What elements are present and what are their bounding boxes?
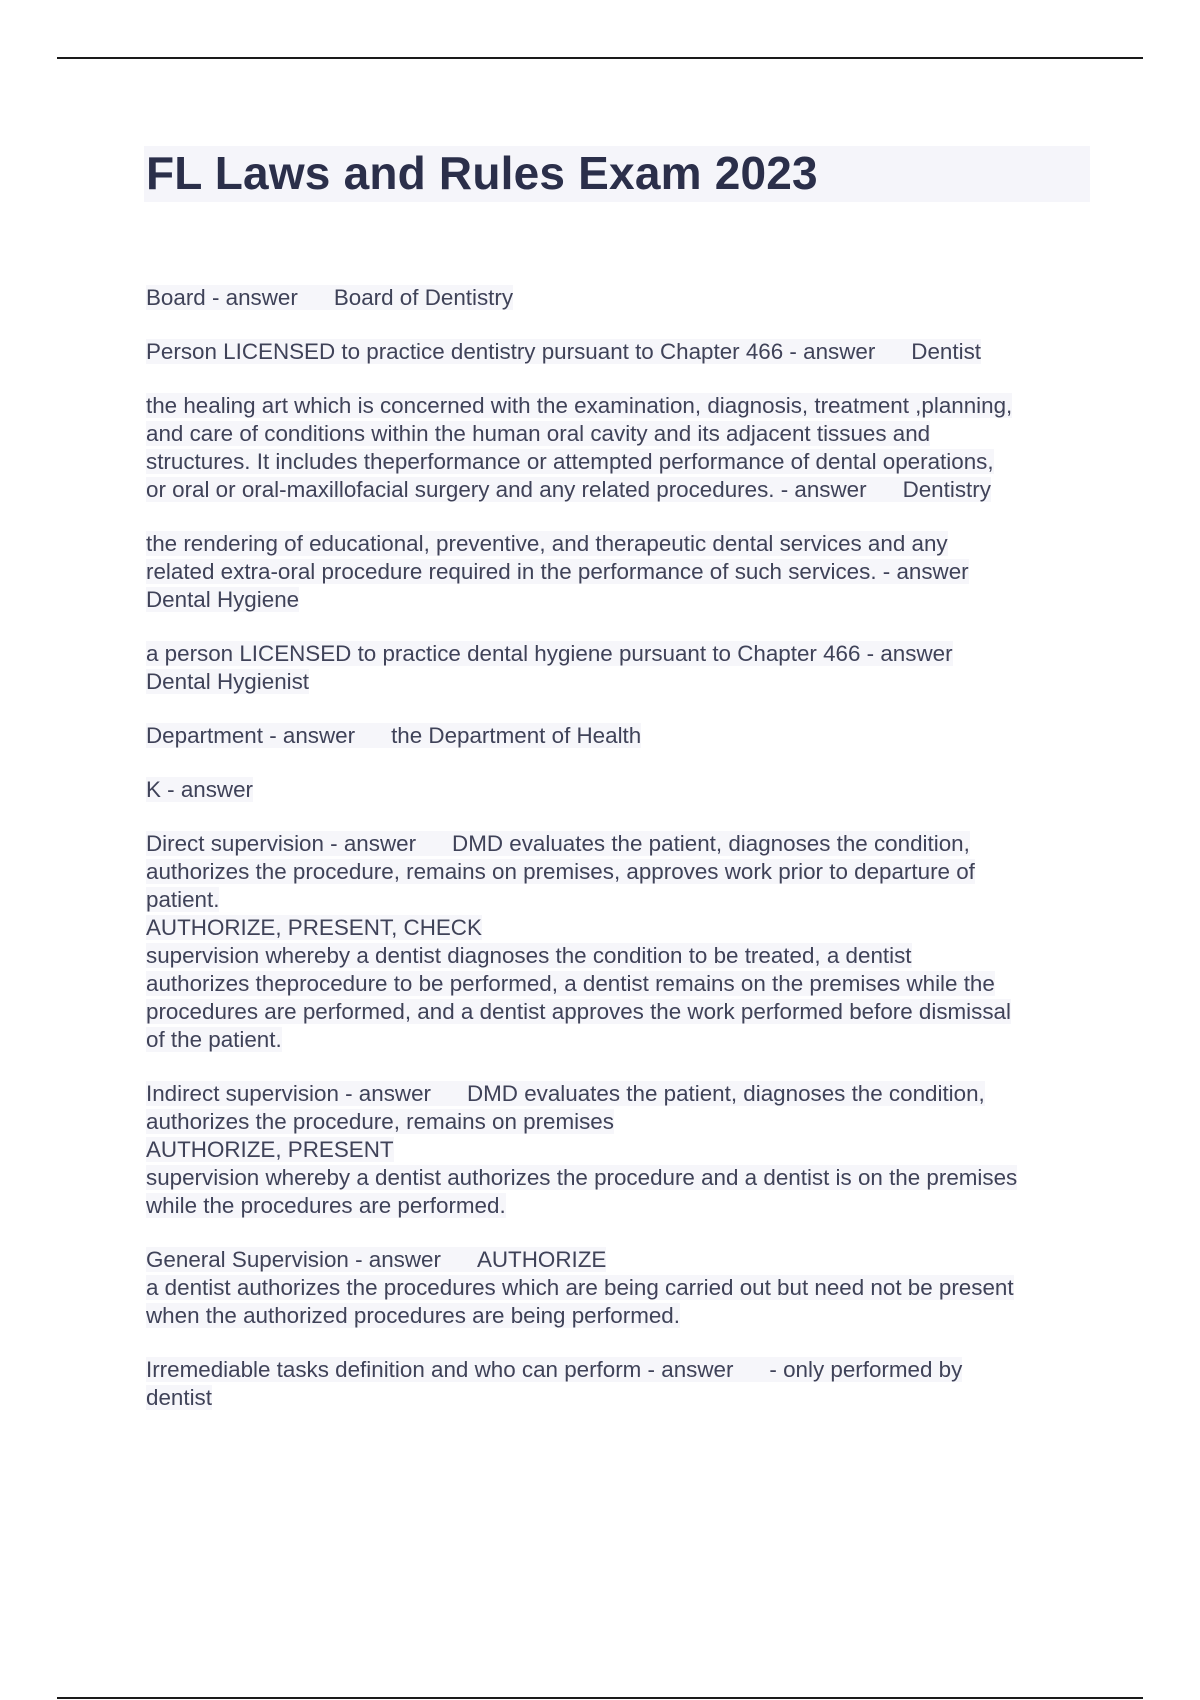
entry-line: [146, 914, 1096, 942]
flashcard-entry: [146, 392, 1096, 504]
entry-line: [146, 722, 1096, 750]
answer-text: Dentistry: [902, 477, 991, 502]
line-highlight: [146, 477, 991, 502]
line-highlight: [146, 943, 912, 968]
line-highlight: [146, 339, 981, 364]
line-highlight: [146, 1303, 680, 1328]
body-text: authorizes the procedure, remains on premises: [146, 1109, 614, 1134]
entry-line: [146, 668, 1096, 696]
entry-line: [146, 1026, 1096, 1054]
body-text: when the authorized procedures are being performed.: [146, 1303, 680, 1328]
entry-line: [146, 392, 1096, 420]
line-highlight: [146, 393, 1012, 418]
entry-line: [146, 338, 1096, 366]
line-highlight: [146, 971, 995, 996]
entry-line: [146, 1080, 1096, 1108]
line-highlight: [146, 859, 975, 884]
line-highlight: [146, 1081, 985, 1106]
body-text: of the patient.: [146, 1027, 282, 1052]
flashcard-entry: [146, 1246, 1096, 1330]
entry-line: [146, 830, 1096, 858]
entry-line: [146, 1192, 1096, 1220]
body-text: structures. It includes theperformance or attempted performance of dental operations,: [146, 449, 994, 474]
body-text: authorizes theprocedure to be performed, a dentist remains on the premises while the: [146, 971, 995, 996]
body-text: AUTHORIZE, PRESENT, CHECK: [146, 915, 482, 940]
line-highlight: [146, 449, 994, 474]
line-highlight: [146, 587, 299, 612]
entry-line: [146, 1274, 1096, 1302]
answer-text: - only performed by: [769, 1357, 963, 1382]
line-highlight: [146, 999, 1011, 1024]
body-text: patient.: [146, 887, 220, 912]
entry-line: [146, 1356, 1096, 1384]
answer-text: AUTHORIZE: [476, 1247, 607, 1272]
entry-line: [146, 1136, 1096, 1164]
entry-line: [146, 1302, 1096, 1330]
line-highlight: [146, 1193, 506, 1218]
flashcard-entry: [146, 530, 1096, 614]
body-text: Dental Hygiene: [146, 587, 300, 612]
body-text: dentist: [146, 1385, 212, 1410]
entry-line: [146, 858, 1096, 886]
entry-line: [146, 640, 1096, 668]
entry-line: [146, 1246, 1096, 1274]
entry-line: [146, 586, 1096, 614]
flashcard-entry: [146, 640, 1096, 696]
entry-line: [146, 558, 1096, 586]
entry-line: [146, 970, 1096, 998]
line-highlight: [146, 1385, 212, 1410]
body-text: procedures are performed, and a dentist approves the work performed before dismissal: [146, 999, 1011, 1024]
line-highlight: [146, 559, 969, 584]
flashcard-entry: [146, 1356, 1096, 1412]
body-text: and care of conditions within the human oral cavity and its adjacent tissues and: [146, 421, 931, 446]
line-highlight: [146, 887, 219, 912]
entry-line: [146, 1384, 1096, 1412]
entry-line: [146, 776, 1096, 804]
term-text: or oral or oral-maxillofacial surgery and any related procedures. - answer: [146, 477, 867, 502]
bottom-rule: [57, 1697, 1143, 1699]
flashcard-entry: [146, 830, 1096, 1054]
entry-line: [146, 1164, 1096, 1192]
body-text: the rendering of educational, preventive, and therapeutic dental services and any: [146, 531, 948, 556]
body-text: supervision whereby a dentist diagnoses the condition to be treated, a dentist: [146, 943, 912, 968]
entry-line: [146, 886, 1096, 914]
entry-line: [146, 420, 1096, 448]
body-text: the healing art which is concerned with the examination, diagnosis, treatment ,planning,: [146, 393, 1013, 418]
term-text: Person LICENSED to practice dentistry pursuant to Chapter 466 - answer: [146, 339, 876, 364]
body-text: a person LICENSED to practice dental hygiene pursuant to Chapter 466 - answer: [146, 641, 953, 666]
line-highlight: [146, 723, 641, 748]
term-text: Board - answer: [146, 285, 298, 310]
entry-line: [146, 942, 1096, 970]
line-highlight: [146, 421, 930, 446]
answer-text: Board of Dentistry: [333, 285, 514, 310]
line-highlight: [146, 831, 970, 856]
term-text: General Supervision - answer: [146, 1247, 441, 1272]
entry-line: [146, 476, 1096, 504]
term-text: Department - answer: [146, 723, 356, 748]
top-rule: [57, 57, 1143, 59]
flashcard-entry: [146, 776, 1096, 804]
flashcard-entry: [146, 1080, 1096, 1220]
term-text: Direct supervision - answer: [146, 831, 417, 856]
flashcard-list: [146, 284, 1096, 1438]
line-highlight: [146, 1137, 394, 1162]
line-highlight: [146, 641, 953, 666]
body-text: Dental Hygienist: [146, 669, 310, 694]
line-highlight: [146, 1247, 606, 1272]
line-highlight: [146, 915, 482, 940]
body-text: K - answer: [146, 777, 254, 802]
body-text: supervision whereby a dentist authorizes the procedure and a dentist is on the premises: [146, 1165, 1018, 1190]
line-highlight: [146, 1109, 614, 1134]
answer-text: Dentist: [911, 339, 981, 364]
line-highlight: [146, 777, 253, 802]
entry-line: [146, 998, 1096, 1026]
line-highlight: [146, 1027, 282, 1052]
body-text: a dentist authorizes the procedures which are being carried out but need not be present: [146, 1275, 1014, 1300]
body-text: related extra-oral procedure required in the performance of such services. - answer: [146, 559, 969, 584]
entry-line: [146, 448, 1096, 476]
term-text: Indirect supervision - answer: [146, 1081, 431, 1106]
page-title: FL Laws and Rules Exam 2023: [146, 147, 818, 199]
entry-line: [146, 284, 1096, 312]
body-text: AUTHORIZE, PRESENT: [146, 1137, 394, 1162]
term-text: Irremediable tasks definition and who can perform - answer: [146, 1357, 734, 1382]
flashcard-entry: [146, 284, 1096, 312]
line-highlight: [146, 285, 513, 310]
body-text: authorizes the procedure, remains on premises, approves work prior to departure of: [146, 859, 975, 884]
line-highlight: [146, 1357, 962, 1382]
answer-text: the Department of Health: [391, 723, 642, 748]
body-text: while the procedures are performed.: [146, 1193, 506, 1218]
line-highlight: [146, 1165, 1017, 1190]
answer-text: DMD evaluates the patient, diagnoses the condition,: [466, 1081, 985, 1106]
line-highlight: [146, 1275, 1014, 1300]
line-highlight: [146, 669, 309, 694]
entry-line: [146, 1108, 1096, 1136]
flashcard-entry: [146, 722, 1096, 750]
answer-text: DMD evaluates the patient, diagnoses the condition,: [452, 831, 970, 856]
line-highlight: [146, 531, 948, 556]
entry-line: [146, 530, 1096, 558]
flashcard-entry: [146, 338, 1096, 366]
